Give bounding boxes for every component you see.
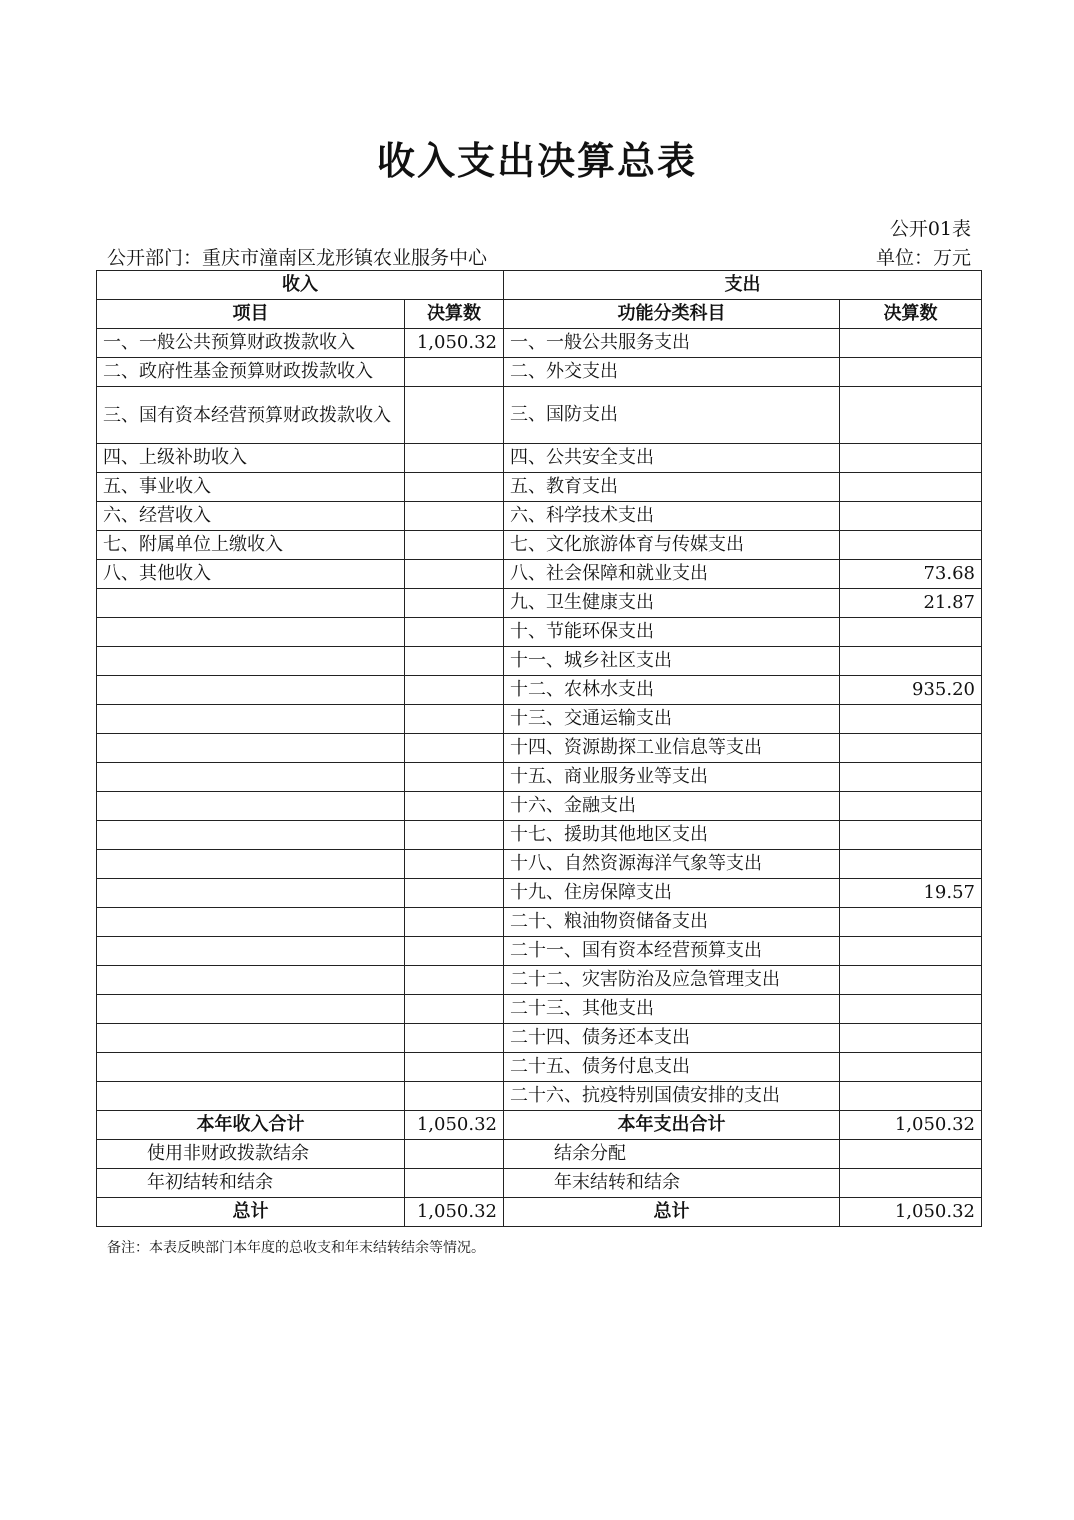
expense-item: 六、科学技术支出: [504, 502, 840, 531]
expense-item: 十四、资源勘探工业信息等支出: [504, 734, 840, 763]
income-amount: [405, 473, 504, 502]
expense-item: 十七、援助其他地区支出: [504, 821, 840, 850]
income-amount: [405, 821, 504, 850]
income-amount: [405, 502, 504, 531]
expense-annual-total-amount: 1,050.32: [840, 1111, 982, 1140]
income-amount: [405, 705, 504, 734]
expense-summary-item: 结余分配: [504, 1140, 840, 1169]
income-item: [97, 647, 405, 676]
income-item: [97, 792, 405, 821]
expense-item: 十、节能环保支出: [504, 618, 840, 647]
income-amount: [405, 676, 504, 705]
income-item: [97, 850, 405, 879]
income-amount: [405, 358, 504, 387]
expense-summary-item: 年末结转和结余: [504, 1169, 840, 1198]
expense-item: 二十二、灾害防治及应急管理支出: [504, 966, 840, 995]
income-item: [97, 618, 405, 647]
income-item: 八、其他收入: [97, 560, 405, 589]
expense-amount: [840, 1053, 982, 1082]
income-amount: [405, 908, 504, 937]
income-amount: [405, 850, 504, 879]
table-row: [97, 358, 982, 387]
table-row: [97, 618, 982, 647]
income-summary-item: 使用非财政拨款结余: [97, 1140, 405, 1169]
income-summary-item: 年初结转和结余: [97, 1169, 405, 1198]
expense-amount: 19.57: [840, 879, 982, 908]
expense-amount: [840, 444, 982, 473]
expense-grand-total-amount: 1,050.32: [840, 1198, 982, 1227]
income-amount: [405, 1024, 504, 1053]
group-header-row: [97, 271, 982, 300]
expense-amount: [840, 821, 982, 850]
table-row: [97, 821, 982, 850]
table-row: [97, 705, 982, 734]
income-item: [97, 966, 405, 995]
income-amount: [405, 734, 504, 763]
expense-amount-header: 决算数: [840, 300, 982, 329]
income-item: [97, 1024, 405, 1053]
expense-item: 十三、交通运输支出: [504, 705, 840, 734]
income-amount: [405, 1053, 504, 1082]
expense-item: 二十三、其他支出: [504, 995, 840, 1024]
income-item: [97, 908, 405, 937]
table-row: [97, 444, 982, 473]
expense-amount: [840, 618, 982, 647]
table-row: [97, 995, 982, 1024]
expense-amount: [840, 792, 982, 821]
income-amount: [405, 560, 504, 589]
income-grand-total-label: 总计: [97, 1198, 405, 1227]
table-row: [97, 879, 982, 908]
income-amount: [405, 995, 504, 1024]
table-row: [97, 1024, 982, 1053]
expense-item: 一、一般公共服务支出: [504, 329, 840, 358]
expense-amount: [840, 850, 982, 879]
income-amount: [405, 618, 504, 647]
income-amount: [405, 966, 504, 995]
expense-item: 七、文化旅游体育与传媒支出: [504, 531, 840, 560]
table-row: [97, 937, 982, 966]
summary-row-annual-total: [97, 1111, 982, 1140]
income-amount-header: 决算数: [405, 300, 504, 329]
expense-amount: [840, 937, 982, 966]
expense-grand-total-label: 总计: [504, 1198, 840, 1227]
income-annual-total-label: 本年收入合计: [97, 1111, 405, 1140]
expense-item: 五、教育支出: [504, 473, 840, 502]
table-row: [97, 387, 982, 444]
table-row: [97, 329, 982, 358]
table-row: [97, 531, 982, 560]
expense-amount: [840, 531, 982, 560]
income-item: [97, 821, 405, 850]
expense-item: 二十六、抗疫特别国债安排的支出: [504, 1082, 840, 1111]
income-amount: [405, 387, 504, 444]
expense-amount: [840, 647, 982, 676]
table-row: [97, 734, 982, 763]
expense-item: 十六、金融支出: [504, 792, 840, 821]
expense-summary-amount: [840, 1140, 982, 1169]
expense-item: 二、外交支出: [504, 358, 840, 387]
department-label: 公开部门：重庆市潼南区龙形镇农业服务中心: [107, 247, 488, 269]
expense-item: 十五、商业服务业等支出: [504, 763, 840, 792]
income-item: 五、事业收入: [97, 473, 405, 502]
income-item: [97, 879, 405, 908]
income-amount: 1,050.32: [405, 329, 504, 358]
expense-item: 八、社会保障和就业支出: [504, 560, 840, 589]
column-header-row: [97, 300, 982, 329]
expense-amount: [840, 995, 982, 1024]
income-item: [97, 734, 405, 763]
income-item: [97, 937, 405, 966]
income-amount: [405, 531, 504, 560]
expense-item: 十九、住房保障支出: [504, 879, 840, 908]
table-row: [97, 908, 982, 937]
income-item: [97, 676, 405, 705]
expense-item-header: 功能分类科目: [504, 300, 840, 329]
income-item: [97, 1082, 405, 1111]
expense-item: 二十一、国有资本经营预算支出: [504, 937, 840, 966]
income-amount: [405, 647, 504, 676]
grand-total-row: [97, 1198, 982, 1227]
table-code: 公开01表: [889, 218, 971, 240]
income-item: 七、附属单位上缴收入: [97, 531, 405, 560]
expense-amount: 73.68: [840, 560, 982, 589]
expense-annual-total-label: 本年支出合计: [504, 1111, 840, 1140]
table-row: [97, 1053, 982, 1082]
expense-amount: [840, 966, 982, 995]
expense-amount: [840, 329, 982, 358]
income-amount: [405, 879, 504, 908]
income-item: [97, 589, 405, 618]
expense-amount: [840, 908, 982, 937]
expense-summary-amount: [840, 1169, 982, 1198]
income-amount: [405, 763, 504, 792]
expense-amount: [840, 1082, 982, 1111]
table-row: [97, 589, 982, 618]
expense-item: 三、国防支出: [504, 387, 840, 444]
table-row: [97, 792, 982, 821]
expense-amount: [840, 1024, 982, 1053]
table-row: [97, 763, 982, 792]
income-item: 二、政府性基金预算财政拨款收入: [97, 358, 405, 387]
expense-amount: 21.87: [840, 589, 982, 618]
unit-label: 单位：万元: [875, 247, 971, 269]
income-summary-amount: [405, 1169, 504, 1198]
expense-item: 二十五、债务付息支出: [504, 1053, 840, 1082]
table-row: [97, 676, 982, 705]
income-amount: [405, 792, 504, 821]
expense-item: 十二、农林水支出: [504, 676, 840, 705]
table-row: [97, 850, 982, 879]
income-amount: [405, 937, 504, 966]
expense-item: 十一、城乡社区支出: [504, 647, 840, 676]
income-annual-total-amount: 1,050.32: [405, 1111, 504, 1140]
expense-amount: 935.20: [840, 676, 982, 705]
expense-amount: [840, 387, 982, 444]
table-row: [97, 966, 982, 995]
table-row: [97, 502, 982, 531]
expense-amount: [840, 734, 982, 763]
income-amount: [405, 444, 504, 473]
expense-amount: [840, 763, 982, 792]
table-row: [97, 560, 982, 589]
table-row: [97, 473, 982, 502]
income-summary-amount: [405, 1140, 504, 1169]
income-item: [97, 705, 405, 734]
expense-amount: [840, 502, 982, 531]
income-amount: [405, 589, 504, 618]
summary-row: [97, 1140, 982, 1169]
expense-item: 二十、粮油物资储备支出: [504, 908, 840, 937]
summary-row: [97, 1169, 982, 1198]
meta-row: [107, 243, 971, 269]
income-item: [97, 763, 405, 792]
expense-amount: [840, 705, 982, 734]
table-row: [97, 1082, 982, 1111]
footnote: 备注：本表反映部门本年度的总收支和年末结转结余等情况。: [107, 1240, 485, 1256]
expense-amount: [840, 358, 982, 387]
income-item: [97, 1053, 405, 1082]
income-expense-table: [96, 270, 982, 1227]
expense-item: 四、公共安全支出: [504, 444, 840, 473]
income-item-header: 项目: [97, 300, 405, 329]
income-amount: [405, 1082, 504, 1111]
income-item: 三、国有资本经营预算财政拨款收入: [97, 387, 405, 444]
expense-item: 九、卫生健康支出: [504, 589, 840, 618]
expense-group-header: 支出: [504, 271, 982, 300]
expense-item: 十八、自然资源海洋气象等支出: [504, 850, 840, 879]
income-group-header: 收入: [97, 271, 504, 300]
income-item: [97, 995, 405, 1024]
page-title: 收入支出决算总表: [376, 139, 697, 183]
income-item: 六、经营收入: [97, 502, 405, 531]
expense-amount: [840, 473, 982, 502]
income-item: 四、上级补助收入: [97, 444, 405, 473]
income-item: 一、一般公共预算财政拨款收入: [97, 329, 405, 358]
income-grand-total-amount: 1,050.32: [405, 1198, 504, 1227]
expense-item: 二十四、债务还本支出: [504, 1024, 840, 1053]
table-row: [97, 647, 982, 676]
